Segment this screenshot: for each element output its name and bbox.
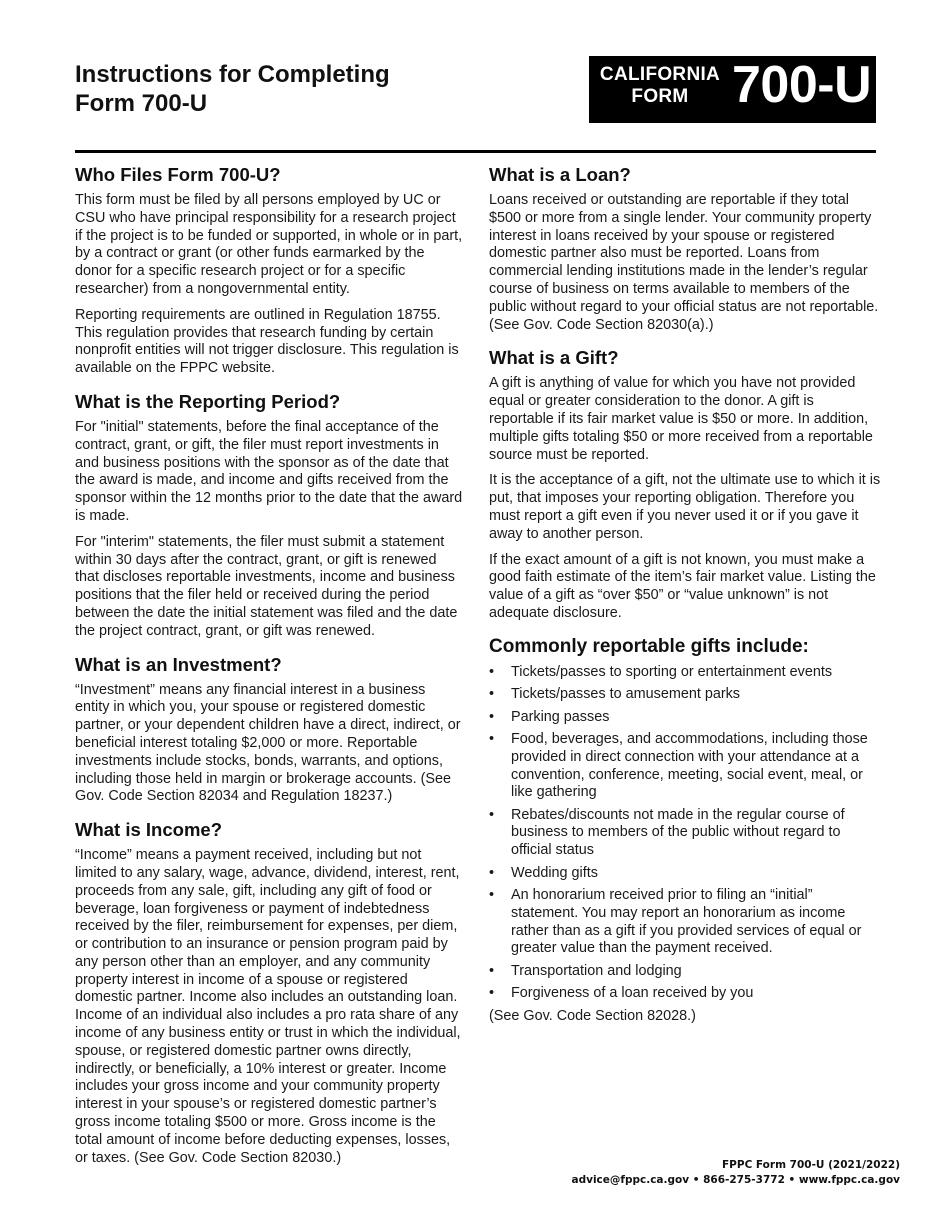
reporting-period-paragraph-2: For "interim" statements, the filer must submit a statement within 30 days after the contract, grant, or gift is renewed that discloses reportable investments, income and business positions that the filer held or received during the period between the date the initial statement was filed and the date the project contract, grant, or gift was renewed. bbox=[75, 533, 458, 639]
gift-paragraph-2: It is the acceptance of a gift, not the ultimate use to which it is put, that imposes your reporting obligation. Therefore you must report a gift even if you never used it or if you gave it away to another person. bbox=[489, 472, 881, 542]
footer-form-version: FPPC Form 700-U (2021/2022) bbox=[722, 1159, 900, 1171]
badge-label-line1: CALIFORNIA bbox=[599, 64, 721, 85]
income-paragraph: “Income” means a payment received, including but not limited to any salary, wage, advance, dividend, interest, rent, proceeds from any sale, gift, including any gift of food or beverage, loan forgiveness or payment of indebtedness received by the filer, reimbursement for expenses, per diem, or contribution to an insurance or pension program paid by any person other than an employer, and any community property interest in income of a spouse or registered domestic partner. Income also includes an outstanding loan. Income of an individual also includes a pro rata share of any income of any business entity or trust in which the individual, spouse, or registered domestic partner owns directly, indirectly, or beneficially, a 10% interest or greater. Income includes your gross income and your community property interest in your spouse’s or registered domestic partner’s gross income totaling $500 or more. Gross income is the total amount of income before deducting expenses, losses, or taxes. (See Gov. Code Section 82030.) bbox=[75, 847, 461, 1166]
list-item bbox=[489, 985, 881, 1003]
reporting-period-paragraph-1: For "initial" statements, before the final acceptance of the contract, grant, or gift, the filer must report investments in and business positions with the sponsor as of the date that the award is made, and income and gifts received from the sponsor within the 12 months prior to the date that the award is made. bbox=[75, 418, 463, 524]
list-item-text: Tickets/passes to sporting or entertainment events bbox=[511, 663, 833, 680]
loan-paragraph: Loans received or outstanding are reportable if they total $500 or more from a single lender. Your community property interest in loans received by your spouse or registered domestic partner also must be reported. Loans from commercial lending institutions made in the lender’s regular course of business on terms available to members of the public without regard to your official status are not reportable. (See Gov. Code Section 82030(a).) bbox=[489, 192, 879, 333]
investment-paragraph: “Investment” means any financial interest in a business entity in which you, your spouse or registered domestic partner, or your dependent children have a direct, indirect, or beneficial interest totaling $2,000 or more. Reportable investments include stocks, bonds, warrants, and options, including those held in margin or brokerage accounts. (See Gov. Code Section 82034 and Regulation 18237.) bbox=[75, 681, 461, 805]
bullet-icon: • bbox=[489, 962, 495, 979]
list-item-text: Forgiveness of a loan received by you bbox=[511, 985, 754, 1002]
page-footer bbox=[572, 1158, 901, 1188]
badge-label-line2: FORM bbox=[631, 86, 689, 107]
investment-heading: What is an Investment? bbox=[75, 653, 282, 675]
list-item bbox=[489, 865, 881, 883]
list-item bbox=[489, 709, 881, 727]
gift-paragraph-1: A gift is anything of value for which you have not provided equal or greater consideration to the donor. A gift is reportable if its fair market value is $50 or more. In addition, multiple gifts totaling $50 or more received from a reportable source must be reported. bbox=[489, 375, 873, 463]
bullet-icon: • bbox=[489, 686, 495, 703]
bullet-icon: • bbox=[489, 663, 495, 680]
who-files-paragraph-2: Reporting requirements are outlined in Regulation 18755. This regulation provides that research funding by certain nonprofit entities will not trigger disclosure. This regulation is available on the FPPC website. bbox=[75, 306, 459, 377]
gifts-code-reference: (See Gov. Code Section 82028.) bbox=[489, 1007, 696, 1024]
list-item bbox=[489, 731, 881, 802]
bullet-icon: • bbox=[489, 887, 495, 904]
footer-contact: advice@fppc.ca.gov • 866-275-3772 • www.fppc.ca.gov bbox=[571, 1174, 900, 1186]
left-column bbox=[75, 163, 463, 1175]
who-files-heading: Who Files Form 700-U? bbox=[75, 164, 281, 185]
who-files-paragraph-1: This form must be filed by all persons employed by UC or CSU who have principal responsibility for a research project if the project is to be funded or supported, in whole or in part, by a contract or grant (or other funds earmarked by the donor for a specific research project or for a specific researcher) from a nongovernmental entity. bbox=[75, 192, 463, 297]
list-item-text: Parking passes bbox=[511, 708, 610, 725]
page-title bbox=[75, 60, 495, 118]
list-item bbox=[489, 887, 881, 958]
page-title-line1: Instructions for Completing bbox=[75, 61, 390, 88]
header-divider bbox=[75, 150, 876, 153]
gift-heading: What is a Gift? bbox=[489, 347, 619, 369]
list-item bbox=[489, 807, 881, 860]
reporting-period-heading: What is the Reporting Period? bbox=[75, 390, 341, 412]
bullet-icon: • bbox=[489, 730, 495, 747]
list-item-text: An honorarium received prior to filing an “initial” statement. You may report an honorarium as income rather than as a gift if you provided services of equal or greater value than the payment received. bbox=[511, 887, 862, 957]
list-item-text: Food, beverages, and accommodations, including those provided in direct connection with your attendance at a convention, conference, meeting, social event, meal, or like gathering bbox=[511, 730, 868, 801]
form-number-badge bbox=[589, 56, 876, 123]
list-item bbox=[489, 686, 881, 704]
list-item-text: Rebates/discounts not made in the regular course of business to members of the public without regard to official status bbox=[511, 806, 845, 859]
bullet-icon: • bbox=[489, 985, 495, 1002]
common-gifts-heading: Commonly reportable gifts include: bbox=[489, 635, 809, 657]
list-item-text: Wedding gifts bbox=[511, 864, 598, 881]
list-item-text: Tickets/passes to amusement parks bbox=[511, 686, 741, 703]
bullet-icon: • bbox=[489, 708, 495, 725]
list-item-text: Transportation and lodging bbox=[511, 962, 682, 979]
page-title-line2: Form 700-U bbox=[75, 90, 208, 117]
income-heading: What is Income? bbox=[75, 819, 222, 841]
list-item bbox=[489, 963, 881, 981]
list-item bbox=[489, 664, 881, 682]
right-column bbox=[489, 163, 881, 1033]
common-gifts-list bbox=[489, 664, 881, 1003]
badge-label bbox=[589, 64, 731, 108]
bullet-icon: • bbox=[489, 864, 495, 881]
gift-paragraph-3: If the exact amount of a gift is not known, you must make a good faith estimate of the item’s fair market value. Listing the value of a gift as “over $50” or “value unknown” is not adequate disclosure. bbox=[489, 551, 876, 621]
bullet-icon: • bbox=[489, 806, 495, 823]
loan-heading: What is a Loan? bbox=[489, 164, 631, 185]
badge-form-number: 700-U bbox=[732, 56, 872, 114]
